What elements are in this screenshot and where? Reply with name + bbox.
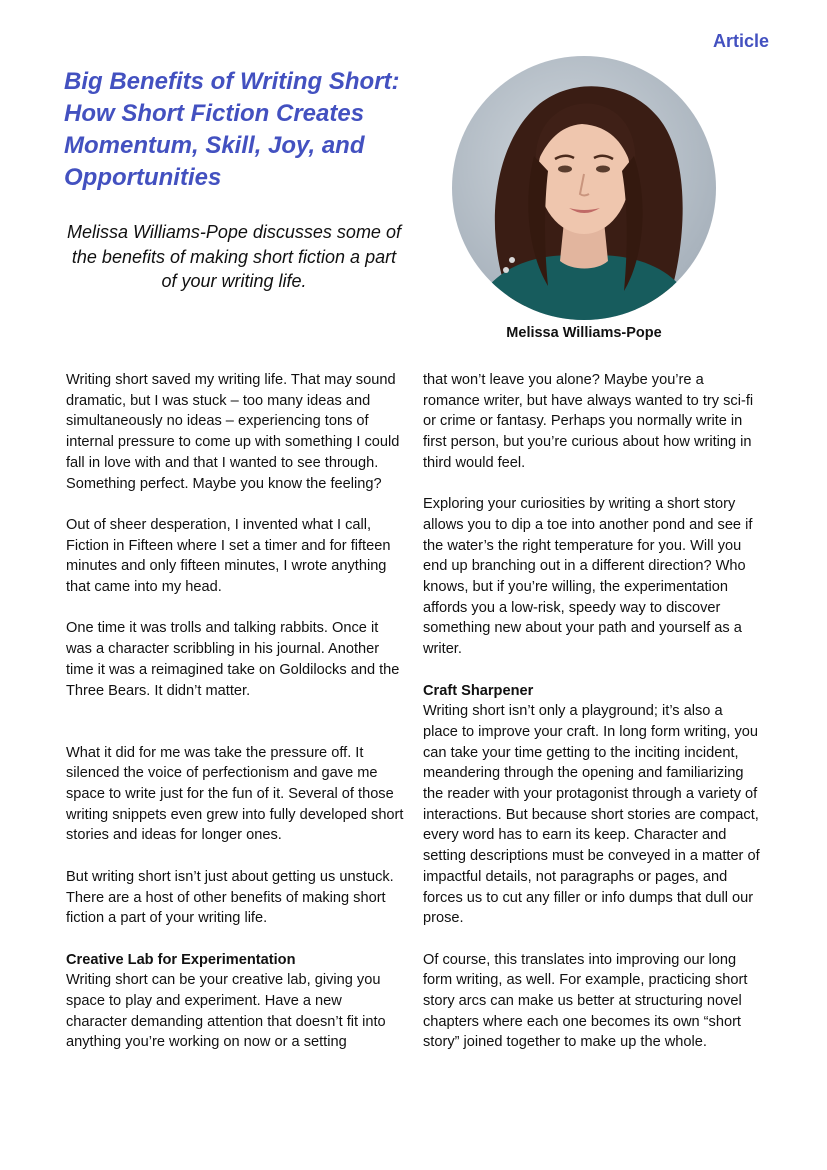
section-heading: Craft Sharpener xyxy=(423,682,534,699)
body-paragraph: Writing short isn’t only a playground; it’s also a place to improve your craft. In long form writing, you can take your time getting to the inciting incident, meandering through the opening and familiarizing the reader with your protagonist through a variety of interactions. But because short stories are compact, every word has to earn its keep. Character and setting descriptions must be conveyed in a matter of impactful details, not paragraphs or pages, and forces us to cut any filler or info dumps that dull our prose. xyxy=(423,703,760,927)
author-portrait-illustration xyxy=(452,56,716,320)
article-standfirst: Melissa Williams-Pope discusses some of the benefits of making short fiction a part of your writing life. xyxy=(67,222,401,291)
body-paragraph: What it did for me was take the pressure off. It silenced the voice of perfectionism and gave me space to write just for the fun of it. Several of those writing snippets even grew into fully developed short stories and ideas for longer ones. xyxy=(66,744,404,844)
article-title: Big Benefits of Writing Short: How Short Fiction Creates Momentum, Skill, Joy, and Opportunities xyxy=(64,68,400,191)
body-paragraph: One time it was trolls and talking rabbits. Once it was a character scribbling in his journal. Another time it was a reimagined take on Goldilocks and the Three Bears. It didn’t matter. xyxy=(66,620,400,699)
section-label: Article xyxy=(712,31,769,51)
section-heading: Creative Lab for Experimentation xyxy=(66,951,296,968)
left-column xyxy=(66,370,404,1053)
photo-caption: Melissa Williams-Pope xyxy=(506,325,662,341)
body-paragraph: Exploring your curiosities by writing a short story allows you to dip a toe into another pond and see if the water’s the right temperature for you. Will you end up branching out in a different direction? Who knows, but if you’re willing, the experimentation affords you a low-risk, speedy way to discover something new about your path and yourself as a writer. xyxy=(423,496,753,658)
right-column xyxy=(423,370,761,1053)
body-paragraph: that won’t leave you alone? Maybe you’re a romance writer, but have always wanted to try sci-fi or crime or fantasy. Perhaps you normally write in first person, but you’re curious about how writing in third would feel. xyxy=(423,372,754,471)
body-paragraph: Of course, this translates into improving our long form writing, as well. For example, practicing short story arcs can make us better at structuring novel chapters where each one becomes its own “short story” joined together to make up the whole. xyxy=(423,951,748,1051)
body-paragraph: But writing short isn’t just about getting us unstuck. There are a host of other benefits of making short fiction a part of your writing life. xyxy=(66,868,394,927)
body-paragraph: Writing short saved my writing life. That may sound dramatic, but I was stuck – too many ideas and simultaneously no ideas – experiencing tons of internal pressure to come up with something I could fall in love with and that I wanted to see through. Something perfect. Maybe you know the feeling? xyxy=(66,372,400,492)
body-paragraph: Out of sheer desperation, I invented what I call, Fiction in Fifteen where I set a timer and for fifteen minutes and only fifteen minutes, I wrote anything that came into my head. xyxy=(66,516,391,596)
author-portrait xyxy=(452,56,716,320)
body-paragraph: Writing short can be your creative lab, giving you space to play and experiment. Have a new character demanding attention that doesn’t fit into anything you’re working on now or a setting xyxy=(66,972,386,1051)
